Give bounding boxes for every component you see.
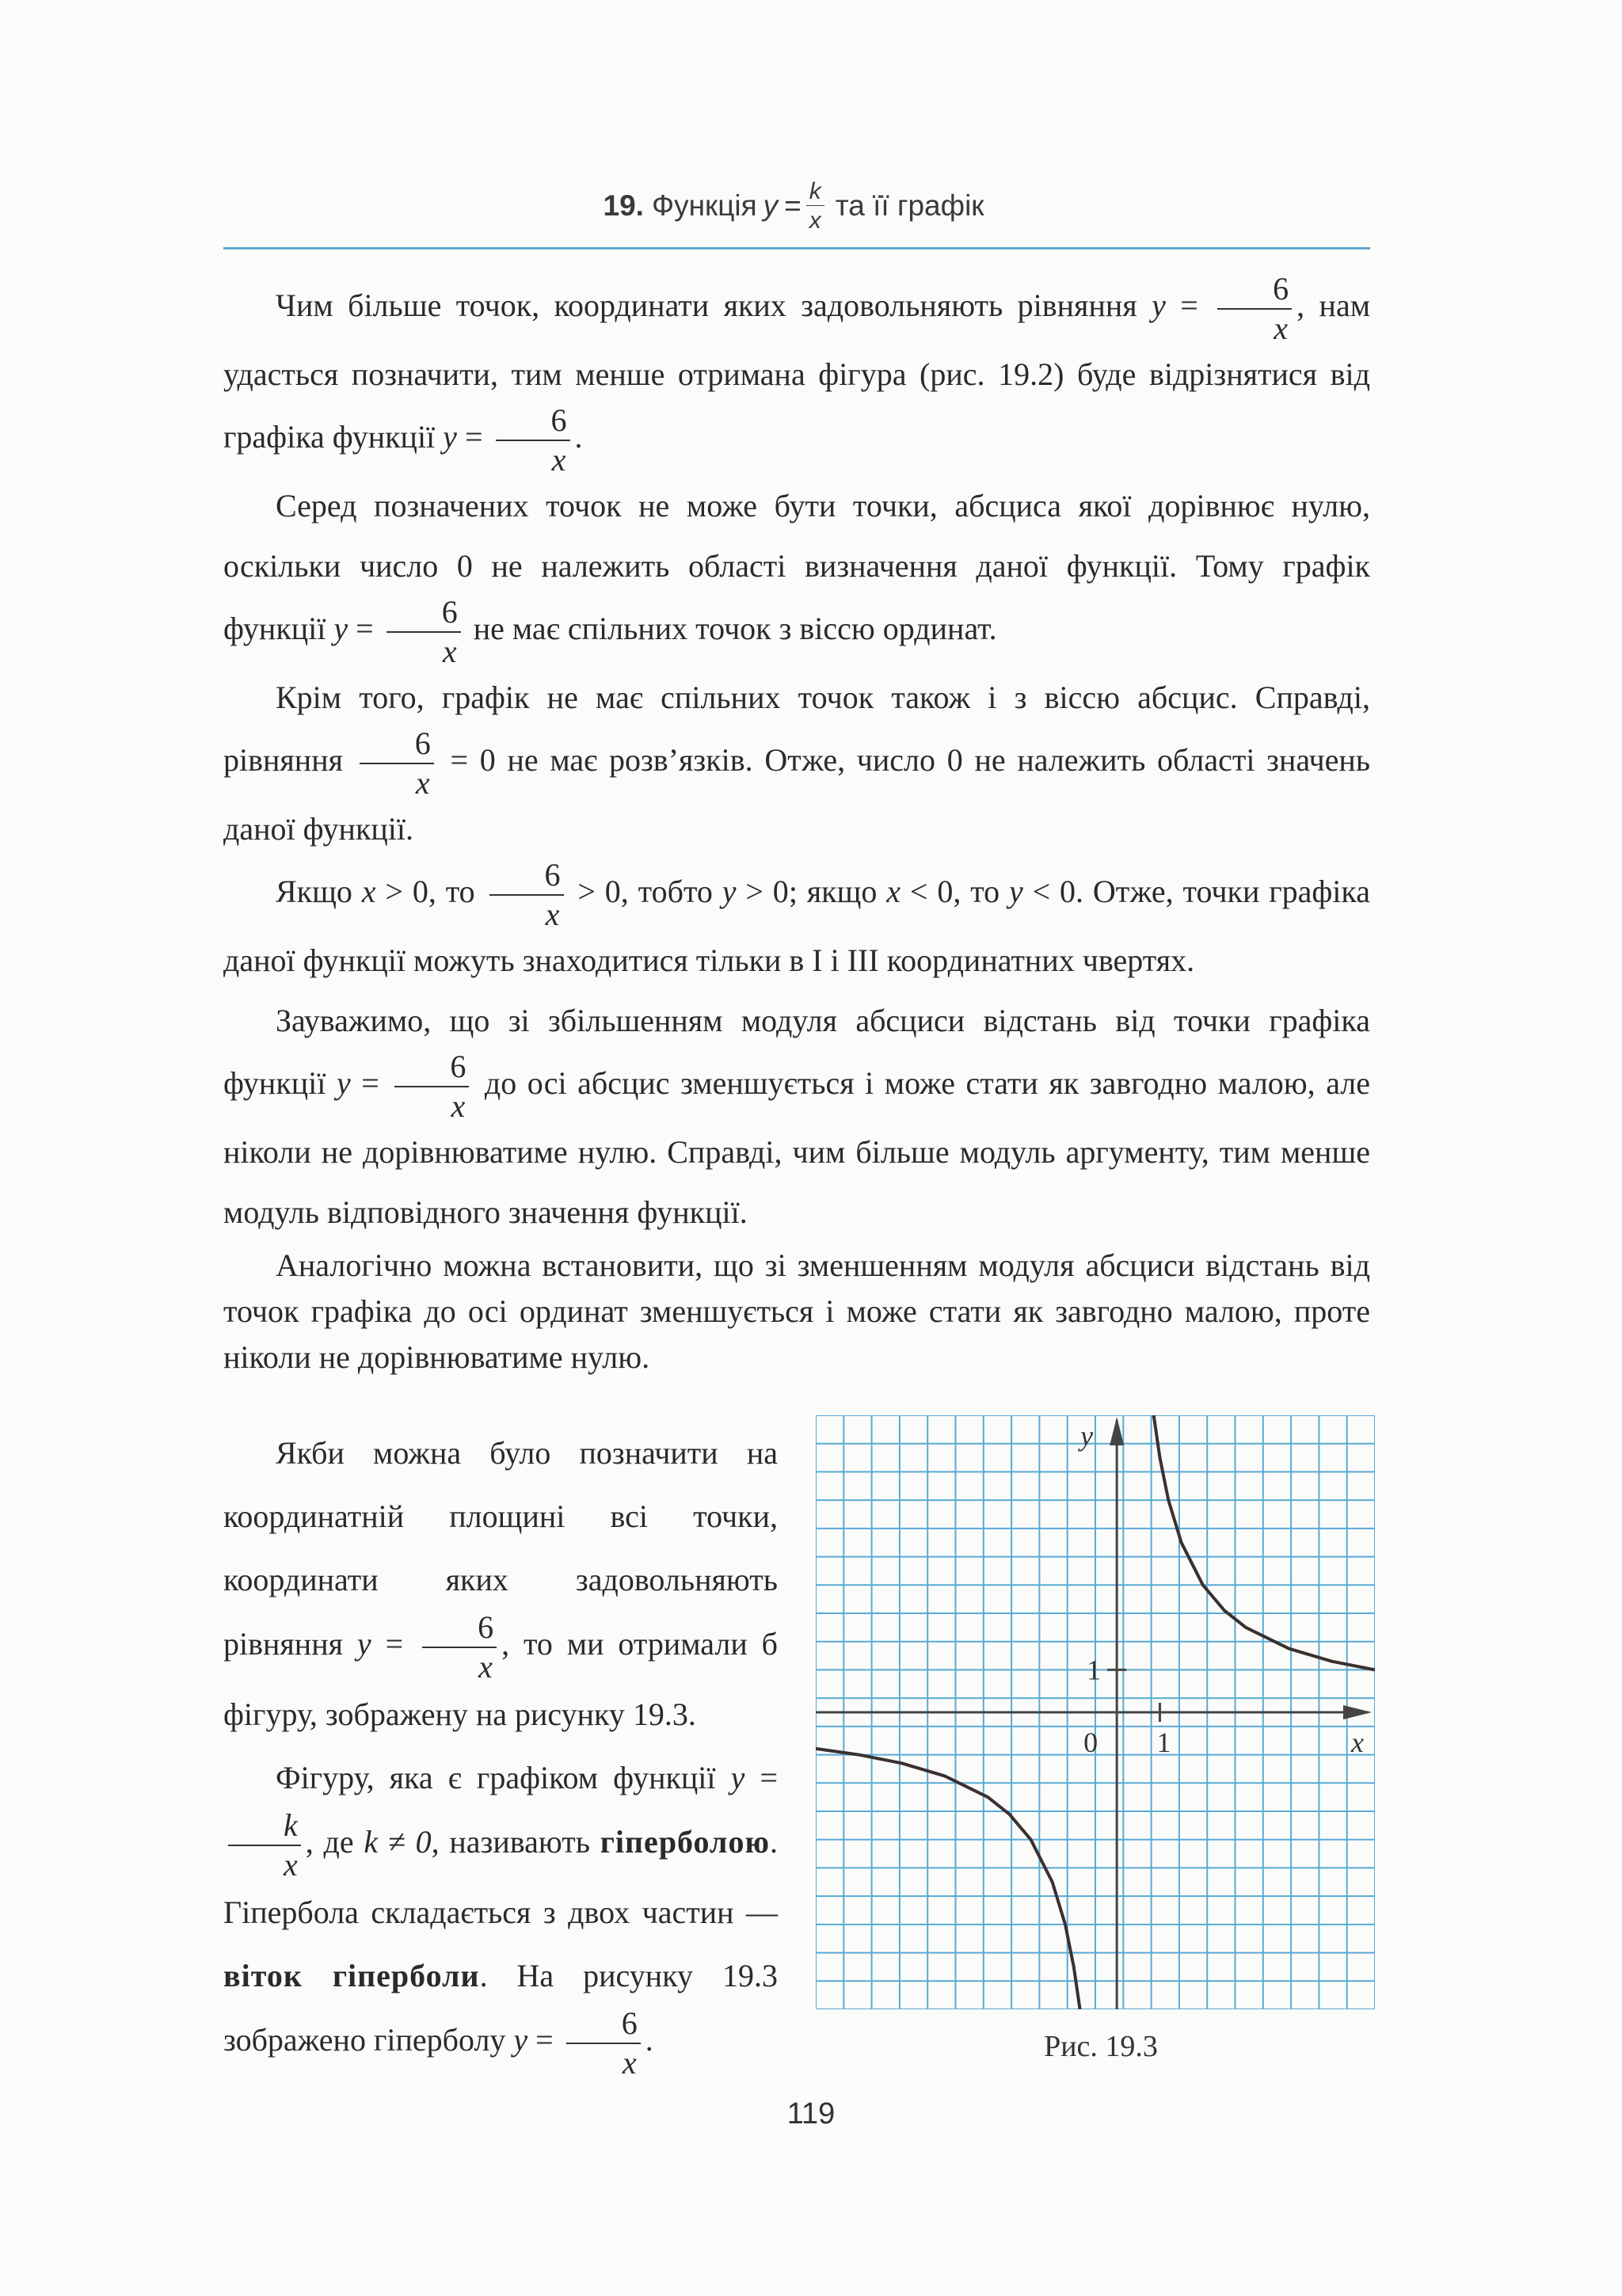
header-y-var: y [763,189,779,222]
paragraph-7 [223,1422,778,1746]
text-run: Якби можна було позначити на координатній площині всі точки, координати яких задовольняють рівняння [223,1435,778,1662]
frac-den: x [451,1088,466,1124]
frac-num: 6 [489,859,564,896]
text-run: . Гіпербола складається з двох частин — [223,1824,779,1930]
y-axis-arrow [1110,1417,1124,1445]
frac-num: 6 [1217,273,1292,310]
text-run: , то [953,874,1000,910]
term-hyperbola: гіперболою [600,1824,771,1860]
fraction-6-over-x [566,2005,641,2081]
text-run: не має спільних точок з віссю ординат. [473,611,997,647]
y-axis-label: y [1080,1420,1094,1452]
text-run: . [645,2022,653,2058]
math-x: x [886,874,901,910]
math-eq: = [535,2022,554,2058]
text-run: , то ми отримали б фігуру, зображену на рисунку 19.3. [223,1626,779,1732]
frac-den: x [415,765,430,801]
frac-num: k [228,1810,301,1846]
text-run: , називають [431,1824,590,1860]
math-y: y [722,874,737,910]
frac-den: x [1274,310,1289,346]
side-text [223,1422,778,2079]
header-eq: = [784,189,801,222]
frac-den: x [545,897,560,932]
math-k-ne-0: k ≠ 0 [364,1824,432,1860]
math-gt0: > 0 [385,874,428,910]
figure-caption: Рис. 19.3 [1044,2030,1158,2063]
x-axis-arrow [1343,1705,1372,1719]
math-y: y [336,1065,351,1102]
frac-den: x [622,2045,637,2081]
math-eq: = [361,1065,379,1102]
frac-num: 6 [496,405,570,441]
text-run: Серед позначених точок не може бути точки, абсциса якої дорівнює нулю, оскільки число 0 не належить області визначення даної функції. Тому графік функції [223,488,1370,647]
math-eq: = [464,419,483,455]
math-eq: = [1180,287,1198,324]
text-run: , нам удасться позначити, тим менше отримана фігура (рис. 19.2) буде відрізнятися від графіка функції [223,287,1371,455]
text-run: , то [428,874,475,910]
text-run: , тобто [620,874,713,910]
hyperbola-figure [816,1415,1375,2009]
math-x: x [361,874,376,910]
frac-den: x [442,634,457,669]
text-run: Чим більше точок, координати яких задовольняють рівняння [276,287,1137,324]
hyperbola-branch-1 [1154,1415,1375,1670]
math-y: y [1009,874,1023,910]
math-lt0: < 0 [1032,874,1076,910]
frac-den: x [284,1847,298,1883]
paragraph-3 [223,668,1370,859]
y-tick-label: 1 [1087,1654,1102,1686]
frac-num: 6 [394,1051,469,1087]
text-run: Крім того, графік не має спільних точок також і з віссю абсцис. Справді, рівняння [223,680,1370,779]
frac-num: 6 [422,1612,497,1648]
frac-den: x [551,442,566,478]
fraction-6-over-x [489,859,564,931]
math-gt0: > 0 [577,874,621,910]
text-run: . [574,419,583,455]
fraction-6-over-x [496,402,570,478]
paragraph-5 [223,991,1370,1243]
section-title-start: Функція [651,189,757,222]
math-y: y [443,419,457,455]
fraction-6-over-x [386,596,461,668]
math-y: y [356,1626,371,1662]
fraction-6-over-x [360,725,434,801]
paragraph-6: Аналогічно можна встановити, що зі зменшенням модуля абсциси відстань від точок графіка до осі ординат зменшується і може стати як завгодно малою, проте ніколи не дорівнюватиме нулю. [223,1247,1370,1375]
section-title-end: та її графік [835,189,984,222]
text-run: Фігуру, яка є графіком функції [276,1760,716,1795]
header-fraction [806,177,824,234]
text-run: . На рисунку 19.3 зображено гіперболу [223,1958,778,2058]
header-frac-denominator: x [809,207,821,234]
section-number: 19. [603,189,644,222]
origin-label: 0 [1083,1727,1098,1758]
frac-num: 6 [360,728,434,764]
math-gt0: > 0 [745,874,789,910]
math-y: y [730,1760,745,1795]
math-y: y [513,2022,528,2058]
term-hyperbola-branches: віток гіперболи [223,1958,480,1993]
fraction-6-over-x [1217,273,1292,345]
paragraph-1 [223,273,1370,476]
main-text [223,273,1370,1380]
paragraph-2 [223,476,1370,668]
math-y: y [333,611,348,647]
section-header [223,162,1370,249]
math-eq-zero: = 0 [450,742,496,779]
hyperbola-chart [816,1415,1375,2009]
text-run: Зауважимо, що зі збільшенням модуля абсциси відстань від точки графіка функції [223,1003,1370,1102]
text-run: , де [305,1824,354,1860]
math-y: y [1152,287,1166,324]
math-eq: = [760,1760,779,1795]
x-axis-label: x [1351,1727,1364,1758]
frac-num: 6 [386,596,461,633]
math-eq: = [385,1626,404,1662]
fraction-6-over-x [394,1051,469,1122]
text-run: Якщо [276,874,352,910]
fraction-k-over-x [228,1807,301,1883]
math-eq: = [356,611,374,647]
text-run: . Отже, точки графіка даної функції можуть знаходитися тільки в I і III координатних чвертях. [223,874,1370,978]
fraction-6-over-x [422,1609,497,1685]
x-tick-label: 1 [1156,1727,1171,1758]
text-run: до осі абсцис зменшується і може стати як завгодно малою, але ніколи не дорівнюватиме нулю. Справді, чим більше модуль аргументу, тим менше модуль відповідного значення функції. [223,1065,1371,1230]
paragraph-8 [223,1746,778,2079]
header-frac-numerator: k [806,180,824,206]
paragraph-4 [223,859,1370,991]
text-run: не має розв’язків. Отже, число 0 не належить області значень даної функції. [223,742,1371,847]
frac-den: x [478,1649,493,1685]
math-lt0: < 0 [909,874,954,910]
hyperbola-branch-2 [816,1749,1080,2009]
frac-num: 6 [566,2008,641,2044]
page-number: 119 [786,2097,836,2130]
header-rule [223,247,1370,249]
text-run: ; якщо [788,874,878,910]
